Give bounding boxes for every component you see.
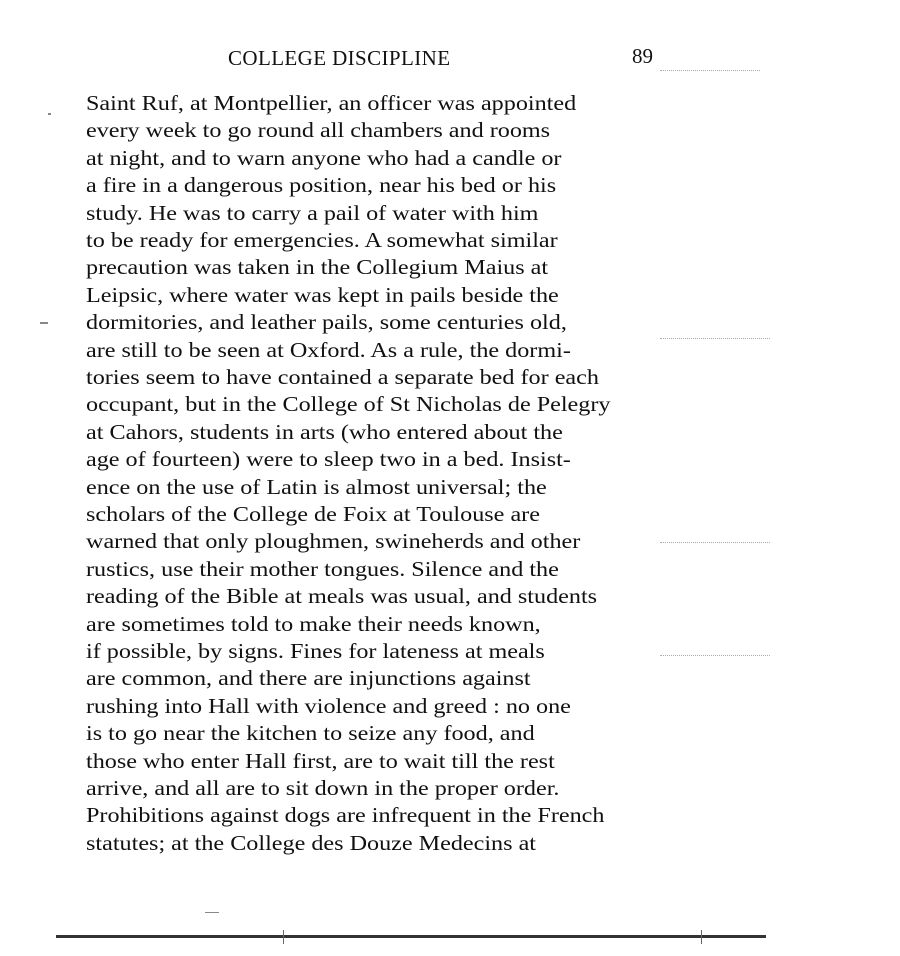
text-line: warned that only ploughmen, swineherds and other	[86, 529, 581, 554]
scan-speck	[205, 912, 219, 913]
text-line: precaution was taken in the Collegium Maius at	[86, 255, 549, 280]
text-line: ence on the use of Latin is almost universal; the	[86, 474, 547, 499]
text-line: scholars of the College de Foix at Toulouse are	[86, 502, 540, 526]
text-line: occupant, but in the College of St Nicholas de Pelegry	[86, 392, 611, 417]
text-line: to be ready for emergencies. A somewhat similar	[86, 228, 558, 252]
text-line: a fire in a dangerous position, near his bed or his	[86, 173, 557, 198]
text-line: age of fourteen) were to sleep two in a bed. Insist-	[86, 447, 571, 472]
text-line: rushing into Hall with violence and greed : no one	[86, 693, 571, 718]
text-line: tories seem to have contained a separate bed for each	[86, 365, 599, 389]
text-line: every week to go round all chambers and rooms	[86, 118, 551, 143]
text-line: dormitories, and leather pails, some centuries old,	[86, 310, 567, 335]
text-line: are common, and there are injunctions against	[86, 666, 531, 691]
text-line: at night, and to warn anyone who had a candle or	[86, 145, 562, 170]
running-head: COLLEGE DISCIPLINE	[228, 46, 451, 70]
text-line: are sometimes told to make their needs known,	[86, 611, 541, 636]
rule-tick	[701, 930, 702, 944]
text-line: are still to be seen at Oxford. As a rule, the dormi-	[86, 337, 571, 362]
text-line: study. He was to carry a pail of water with him	[86, 200, 539, 225]
text-line: reading of the Bible at meals was usual, and students	[86, 584, 598, 609]
text-line: those who enter Hall first, are to wait till the rest	[86, 748, 555, 773]
text-line: Leipsic, where water was kept in pails beside the	[86, 282, 559, 307]
text-line: Saint Ruf, at Montpellier, an officer was appointed	[86, 91, 577, 115]
text-line: rustics, use their mother tongues. Silence and the	[86, 556, 559, 581]
page-number: 89	[632, 44, 653, 68]
text-line: arrive, and all are to sit down in the proper order.	[86, 776, 560, 800]
text-line: statutes; at the College des Douze Medecins at	[86, 830, 537, 855]
text-line: is to go near the kitchen to seize any food, and	[86, 721, 535, 746]
scan-guide	[660, 70, 760, 71]
text-line: Prohibitions against dogs are infrequent in the French	[86, 803, 605, 828]
text-line: at Cahors, students in arts (who entered about the	[86, 419, 563, 444]
scan-guide	[660, 338, 770, 339]
rule-tick	[283, 930, 284, 944]
scan-speck	[40, 322, 48, 324]
scan-speck	[48, 113, 51, 115]
bottom-rule	[56, 935, 766, 938]
scan-guide	[660, 542, 770, 543]
scan-guide	[660, 655, 770, 656]
text-line: if possible, by signs. Fines for lateness at meals	[86, 639, 545, 663]
